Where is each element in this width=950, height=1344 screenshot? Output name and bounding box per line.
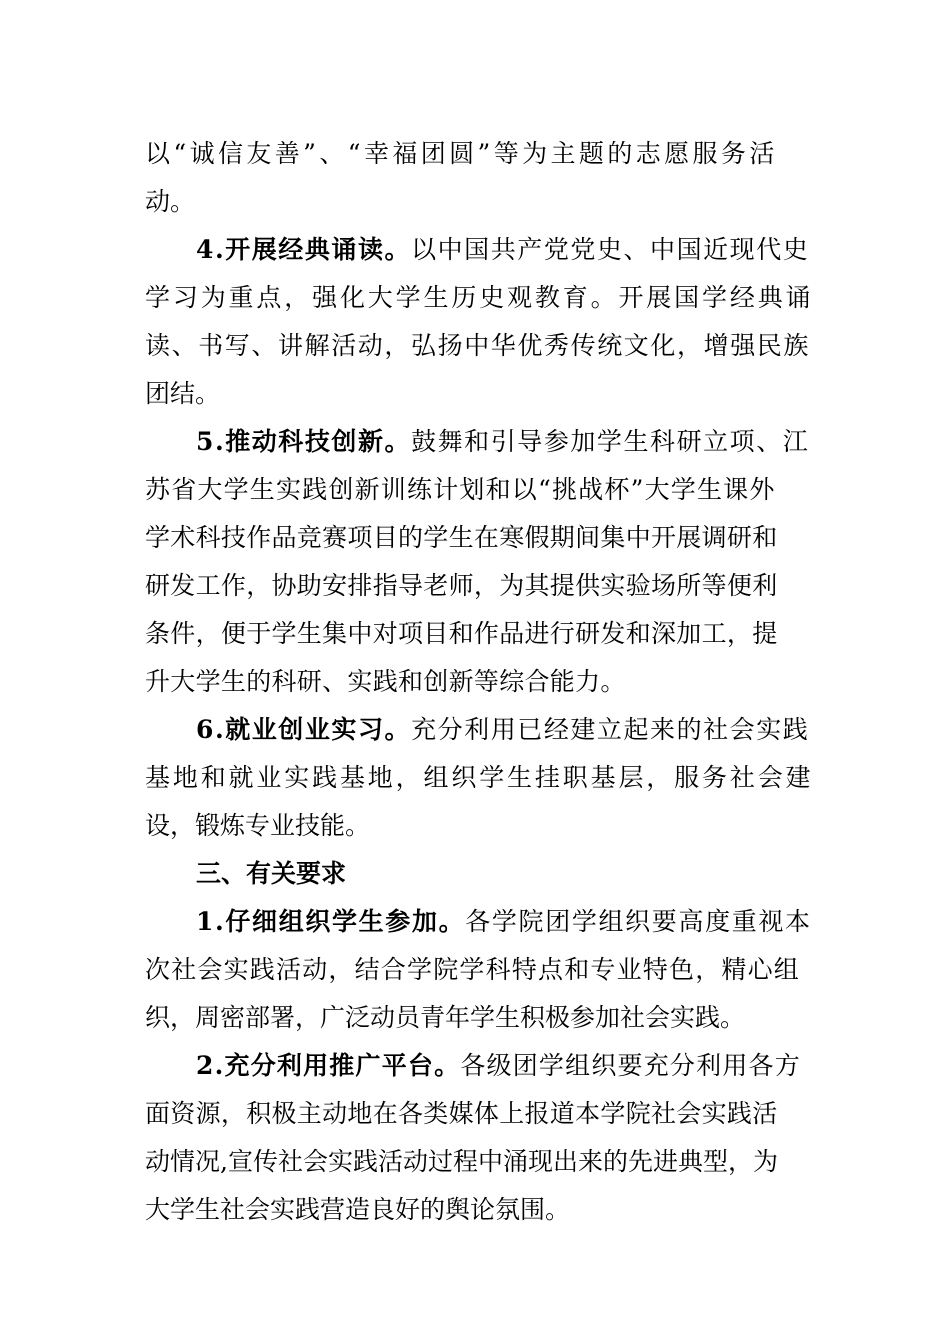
line-text: 动情况,宣传社会实践活动过程中涌现出来的先进典型，为 bbox=[145, 1147, 778, 1176]
line-text: 基地和就业实践基地，组织学生挂职基层，服务社会建 bbox=[145, 763, 814, 792]
text-line bbox=[145, 178, 195, 226]
line-text: 各学院团学组织要高度重视本 bbox=[465, 907, 812, 936]
line-text: 面资源，积极主动地在各类媒体上报道本学院社会实践活 bbox=[145, 1099, 778, 1128]
heading-label: 5.推动科技创新。 bbox=[196, 427, 412, 456]
heading-label: 6.就业创业实习。 bbox=[196, 715, 412, 744]
text-line bbox=[145, 994, 745, 1042]
line-text: 动。 bbox=[145, 187, 196, 216]
text-line bbox=[145, 946, 800, 994]
line-text: 以“诚信友善”、“幸福团圆”等为主题的志愿服务活 bbox=[145, 139, 778, 168]
line-text: 织，周密部署，广泛动员青年学生积极参加社会实践。 bbox=[145, 1003, 746, 1032]
line-text: 条件，便于学生集中对项目和作品进行研发和深加工，提 bbox=[145, 619, 778, 648]
text-line bbox=[145, 370, 220, 418]
line-text: 鼓舞和引导参加学生科研立项、江 bbox=[411, 427, 810, 456]
line-text: 设，锻炼专业技能。 bbox=[145, 811, 371, 840]
text-line bbox=[145, 802, 370, 850]
text-line bbox=[145, 1186, 570, 1234]
line-text: 苏省大学生实践创新训练计划和以“挑战杯”大学生课外 bbox=[145, 475, 776, 504]
line-text: 充分利用已经建立起来的社会实践 bbox=[411, 715, 810, 744]
line-text: 学习为重点，强化大学生历史观教育。开展国学经典诵 bbox=[145, 283, 814, 312]
text-line bbox=[145, 130, 778, 178]
paragraph-heading-4 bbox=[196, 226, 809, 274]
text-line bbox=[145, 1138, 778, 1186]
line-text: 读、书写、讲解活动，弘扬中华优秀传统文化，增强民族 bbox=[145, 331, 811, 360]
line-text: 各级团学组织要充分利用各方 bbox=[460, 1051, 801, 1080]
paragraph-heading-5 bbox=[196, 418, 809, 466]
text-line bbox=[145, 754, 813, 802]
text-line bbox=[145, 322, 810, 370]
paragraph-heading-6 bbox=[196, 706, 809, 754]
line-text: 学术科技作品竞赛项目的学生在寒假期间集中开展调研和 bbox=[145, 523, 778, 552]
section-title: 三、有关要求 bbox=[196, 859, 347, 888]
paragraph-heading-req-1 bbox=[196, 898, 812, 946]
text-line bbox=[145, 514, 778, 562]
text-line bbox=[145, 1090, 778, 1138]
line-text: 大学生社会实践营造良好的舆论氛围。 bbox=[145, 1195, 571, 1224]
text-line bbox=[145, 466, 776, 514]
line-text: 次社会实践活动，结合学院学科特点和专业特色，精心组 bbox=[145, 955, 801, 984]
heading-label: 4.开展经典诵读。 bbox=[196, 235, 412, 264]
text-line bbox=[145, 610, 778, 658]
section-heading bbox=[196, 850, 346, 898]
text-line bbox=[145, 274, 813, 322]
text-line bbox=[145, 658, 626, 706]
line-text: 升大学生的科研、实践和创新等综合能力。 bbox=[145, 667, 626, 696]
heading-label: 2.充分利用推广平台。 bbox=[196, 1051, 461, 1080]
paragraph-heading-req-2 bbox=[196, 1042, 801, 1090]
line-text: 研发工作，协助安排指导老师，为其提供实验场所等便利 bbox=[145, 571, 778, 600]
text-line bbox=[145, 562, 778, 610]
line-text: 以中国共产党党史、中国近现代史 bbox=[411, 235, 810, 264]
heading-label: 1.仔细组织学生参加。 bbox=[196, 907, 466, 936]
line-text: 团结。 bbox=[145, 379, 221, 408]
